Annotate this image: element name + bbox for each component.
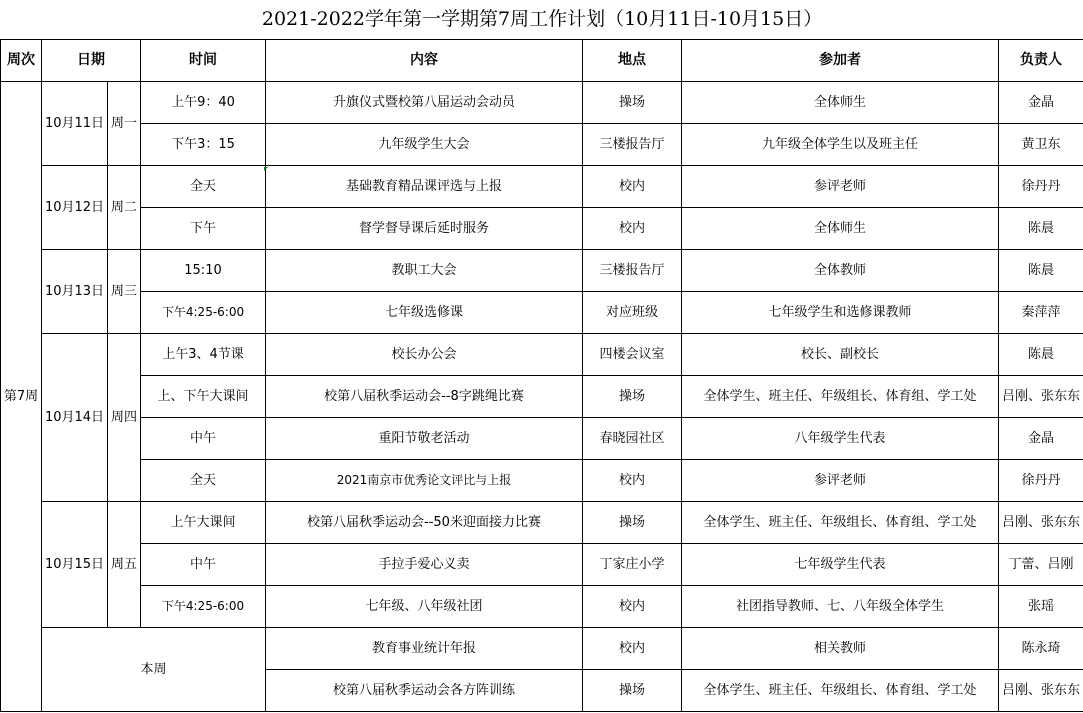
content-cell[interactable]: 校第八届秋季运动会各方阵训练 xyxy=(266,670,583,712)
owner-cell[interactable]: 金晶 xyxy=(999,418,1083,460)
weekday-cell[interactable]: 周三 xyxy=(108,250,141,334)
date-cell[interactable]: 10月11日 xyxy=(42,82,108,166)
header-participants[interactable]: 参加者 xyxy=(682,40,999,82)
location-cell[interactable]: 操场 xyxy=(583,82,682,124)
weekday-cell[interactable]: 周四 xyxy=(108,334,141,502)
date-cell[interactable]: 10月12日 xyxy=(42,166,108,250)
date-cell[interactable]: 10月14日 xyxy=(42,334,108,502)
owner-cell[interactable]: 徐丹丹 xyxy=(999,460,1083,502)
time-cell[interactable]: 上午9：40 xyxy=(141,82,266,124)
participants-cell[interactable]: 八年级学生代表 xyxy=(682,418,999,460)
content-cell[interactable]: 手拉手爱心义卖 xyxy=(266,544,583,586)
header-owner[interactable]: 负责人 xyxy=(999,40,1083,82)
participants-cell[interactable]: 全体教师 xyxy=(682,250,999,292)
table-row xyxy=(1,628,1083,670)
time-cell[interactable]: 上午3、4节课 xyxy=(141,334,266,376)
time-cell[interactable]: 全天 xyxy=(141,166,266,208)
header-time[interactable]: 时间 xyxy=(141,40,266,82)
content-cell[interactable]: 七年级、八年级社团 xyxy=(266,586,583,628)
time-cell[interactable]: 下午 xyxy=(141,208,266,250)
location-cell[interactable]: 操场 xyxy=(583,670,682,712)
table-row xyxy=(1,418,1083,460)
location-cell[interactable]: 四楼会议室 xyxy=(583,334,682,376)
location-cell[interactable]: 校内 xyxy=(583,460,682,502)
participants-cell[interactable]: 参评老师 xyxy=(682,460,999,502)
owner-cell[interactable]: 吕刚、张东东 xyxy=(999,502,1083,544)
location-cell[interactable]: 对应班级 xyxy=(583,292,682,334)
location-cell[interactable]: 丁家庄小学 xyxy=(583,544,682,586)
weekday-cell[interactable]: 周五 xyxy=(108,502,141,628)
time-cell[interactable]: 上午大课间 xyxy=(141,502,266,544)
participants-cell[interactable]: 七年级学生和选修课教师 xyxy=(682,292,999,334)
content-cell[interactable]: 校第八届秋季运动会--8字跳绳比赛 xyxy=(266,376,583,418)
date-cell[interactable]: 10月15日 xyxy=(42,502,108,628)
location-cell[interactable]: 操场 xyxy=(583,502,682,544)
header-date[interactable]: 日期 xyxy=(42,40,141,82)
owner-cell[interactable]: 张瑶 xyxy=(999,586,1083,628)
participants-cell[interactable]: 参评老师 xyxy=(682,166,999,208)
owner-cell[interactable]: 秦萍萍 xyxy=(999,292,1083,334)
owner-cell[interactable]: 吕刚、张东东 xyxy=(999,376,1083,418)
header-week[interactable]: 周次 xyxy=(1,40,42,82)
location-cell[interactable]: 校内 xyxy=(583,208,682,250)
table-row xyxy=(1,334,1083,376)
content-cell[interactable]: 基础教育精品课评选与上报 xyxy=(266,166,583,208)
content-cell[interactable]: 校第八届秋季运动会--50米迎面接力比赛 xyxy=(266,502,583,544)
header-content[interactable]: 内容 xyxy=(266,40,583,82)
time-cell[interactable]: 下午3：15 xyxy=(141,124,266,166)
content-cell[interactable]: 重阳节敬老活动 xyxy=(266,418,583,460)
content-cell[interactable]: 教育事业统计年报 xyxy=(266,628,583,670)
header-location[interactable]: 地点 xyxy=(583,40,682,82)
owner-cell[interactable]: 陈晨 xyxy=(999,208,1083,250)
owner-cell[interactable]: 陈晨 xyxy=(999,334,1083,376)
time-cell[interactable]: 下午4:25-6:00 xyxy=(141,292,266,334)
owner-cell[interactable]: 丁蕾、吕刚 xyxy=(999,544,1083,586)
content-cell[interactable]: 2021南京市优秀论文评比与上报 xyxy=(266,460,583,502)
content-cell[interactable]: 教职工大会 xyxy=(266,250,583,292)
owner-cell[interactable]: 吕刚、张东东 xyxy=(999,670,1083,712)
time-cell[interactable]: 全天 xyxy=(141,460,266,502)
content-cell[interactable]: 升旗仪式暨校第八届运动会动员 xyxy=(266,82,583,124)
location-cell[interactable]: 校内 xyxy=(583,166,682,208)
content-cell[interactable]: 七年级选修课 xyxy=(266,292,583,334)
table-row xyxy=(1,544,1083,586)
owner-cell[interactable]: 金晶 xyxy=(999,82,1083,124)
table-row xyxy=(1,208,1083,250)
week-cell[interactable]: 第7周 xyxy=(1,82,42,712)
table-row xyxy=(1,82,1083,124)
participants-cell[interactable]: 九年级全体学生以及班主任 xyxy=(682,124,999,166)
owner-cell[interactable]: 陈永琦 xyxy=(999,628,1083,670)
table-row xyxy=(1,124,1083,166)
this-week-cell[interactable]: 本周 xyxy=(42,628,266,712)
time-cell[interactable]: 下午4:25-6:00 xyxy=(141,586,266,628)
content-cell[interactable]: 九年级学生大会 xyxy=(266,124,583,166)
owner-cell[interactable]: 陈晨 xyxy=(999,250,1083,292)
location-cell[interactable]: 三楼报告厅 xyxy=(583,250,682,292)
header-row xyxy=(1,40,1083,82)
location-cell[interactable]: 校内 xyxy=(583,586,682,628)
content-cell[interactable]: 校长办公会 xyxy=(266,334,583,376)
participants-cell[interactable]: 社团指导教师、七、八年级全体学生 xyxy=(682,586,999,628)
cell-comment-marker xyxy=(264,167,268,171)
table-row xyxy=(1,376,1083,418)
content-cell[interactable]: 督学督导课后延时服务 xyxy=(266,208,583,250)
participants-cell[interactable]: 全体师生 xyxy=(682,208,999,250)
weekday-cell[interactable]: 周二 xyxy=(108,166,141,250)
date-cell[interactable]: 10月13日 xyxy=(42,250,108,334)
time-cell[interactable]: 15:10 xyxy=(141,250,266,292)
participants-cell[interactable]: 全体学生、班主任、年级组长、体育组、学工处 xyxy=(682,376,999,418)
owner-cell[interactable]: 黄卫东 xyxy=(999,124,1083,166)
table-row xyxy=(1,586,1083,628)
time-cell[interactable]: 中午 xyxy=(141,544,266,586)
table-row xyxy=(1,166,1083,208)
location-cell[interactable]: 操场 xyxy=(583,376,682,418)
participants-cell[interactable]: 全体学生、班主任、年级组长、体育组、学工处 xyxy=(682,502,999,544)
participants-cell[interactable]: 全体师生 xyxy=(682,82,999,124)
table-row xyxy=(1,292,1083,334)
time-cell[interactable]: 上、下午大课间 xyxy=(141,376,266,418)
location-cell[interactable]: 三楼报告厅 xyxy=(583,124,682,166)
weekday-cell[interactable]: 周一 xyxy=(108,82,141,166)
table-row xyxy=(1,502,1083,544)
location-cell[interactable]: 春晓园社区 xyxy=(583,418,682,460)
participants-cell[interactable]: 相关教师 xyxy=(682,628,999,670)
participants-cell[interactable]: 七年级学生代表 xyxy=(682,544,999,586)
location-cell[interactable]: 校内 xyxy=(583,628,682,670)
table-row xyxy=(1,250,1083,292)
participants-cell[interactable]: 校长、副校长 xyxy=(682,334,999,376)
participants-cell[interactable]: 全体学生、班主任、年级组长、体育组、学工处 xyxy=(682,670,999,712)
sheet-title[interactable]: 2021-2022学年第一学期第7周工作计划（10月11日-10月15日） xyxy=(1,0,1083,40)
time-cell[interactable]: 中午 xyxy=(141,418,266,460)
table-row xyxy=(1,460,1083,502)
owner-cell[interactable]: 徐丹丹 xyxy=(999,166,1083,208)
